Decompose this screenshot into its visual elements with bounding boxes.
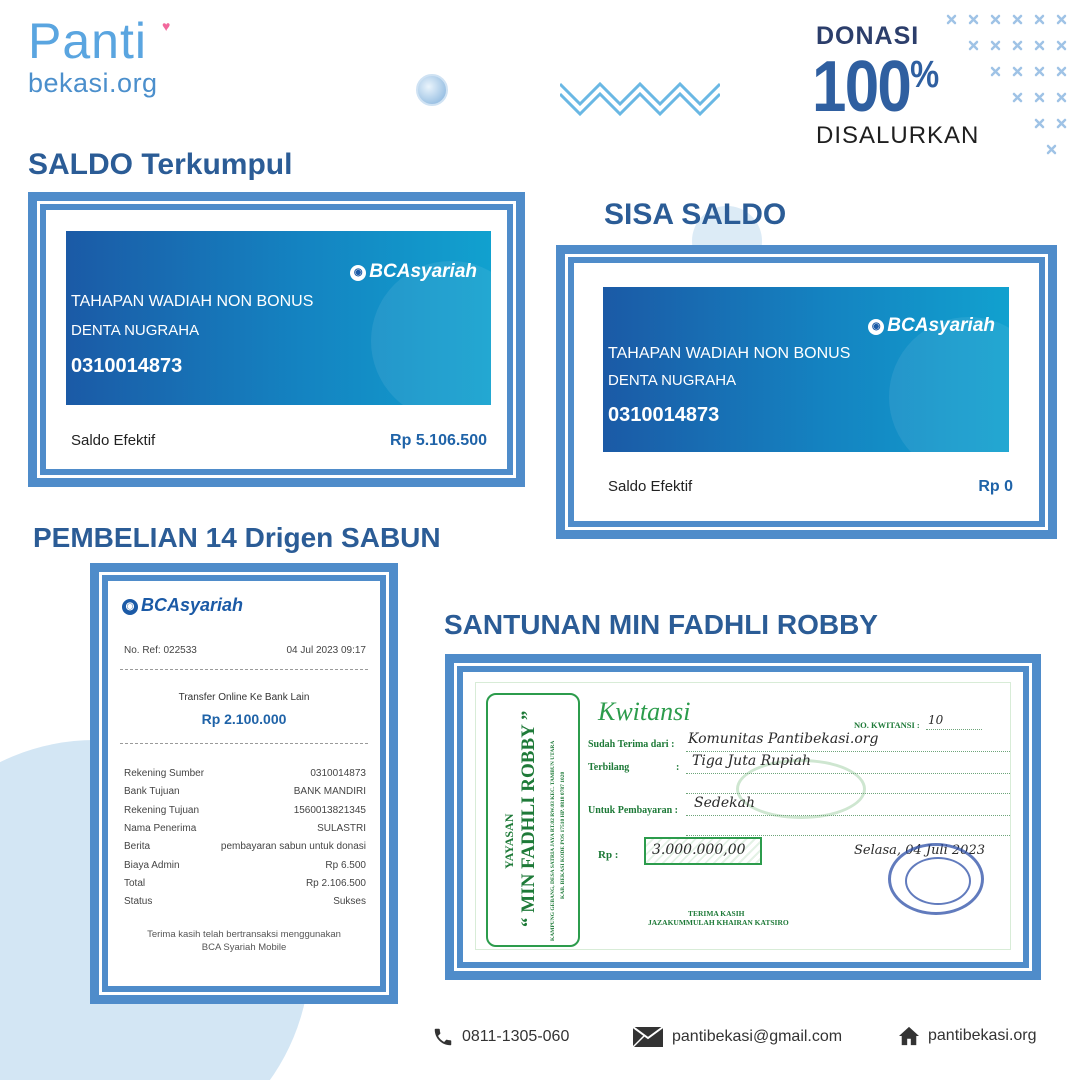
account-type: TAHAPAN WADIAH NON BONUS [608,345,851,362]
heading-pembelian-sabun: PEMBELIAN 14 Drigen SABUN [33,522,441,553]
detail-label: Biaya Admin [124,859,180,871]
heading-saldo-terkumpul: SALDO Terkumpul [28,148,293,181]
dotted-line [926,729,982,730]
sisa-saldo-frame [556,245,1057,539]
account-name: DENTA NUGRAHA [71,322,200,339]
receipt-detail-row [124,823,366,834]
balance-label: Saldo Efektif [71,432,156,449]
detail-value: BANK MANDIRI [293,786,366,798]
mail-icon [632,1026,664,1048]
account-number: 0310014873 [71,355,183,377]
kwitansi-title: Kwitansi [598,697,691,726]
dotted-line [686,815,1010,816]
account-name: DENTA NUGRAHA [608,372,737,389]
receipt-date: Selasa, 04 Juli 2023 [854,843,985,858]
home-icon [898,1026,920,1046]
heading-santunan: SANTUNAN MIN FADHLI ROBBY [444,609,878,640]
purpose-label: Untuk Pembayaran : [588,805,679,816]
detail-label: Total [124,877,146,889]
contact-phone[interactable] [432,1026,569,1048]
receipt-detail-row [124,786,366,797]
transfer-type: Transfer Online Ke Bank Lain [178,692,310,703]
receipt-detail-row [124,860,366,871]
sisa-saldo-screenshot [574,263,1039,521]
receipt-detail-row [124,805,366,816]
receipt-ref: No. Ref: 022533 [124,645,197,656]
kwitansi-number-label: NO. KWITANSI : [854,720,920,730]
contact-website[interactable] [898,1026,1037,1046]
receipt-datetime: 04 Jul 2023 09:17 [286,645,366,656]
detail-value: 1560013821345 [293,804,366,816]
detail-label: Nama Penerima [124,822,197,834]
received-from-value: Komunitas Pantibekasi.org [688,731,879,747]
phone-number: 0811-1305-060 [462,1028,570,1045]
brand-logo-domain: bekasi.org [28,68,158,98]
purpose-value: Sedekah [694,795,755,811]
detail-value: Rp 2.106.500 [305,877,366,889]
detail-label: Rekening Sumber [124,768,205,779]
detail-value: pembayaran sabun untuk donasi [220,841,366,853]
kwitansi-stub [486,693,580,947]
dotted-line [686,773,1010,774]
divider [120,743,368,744]
email-address: pantibekasi@gmail.com [672,1028,843,1045]
bank-account-card [603,287,1009,452]
amount-box [644,837,762,865]
saldo-terkumpul-frame [28,192,525,487]
detail-label: Rekening Tujuan [124,804,200,816]
santunan-frame [445,654,1041,980]
detail-label: Status [124,896,153,908]
colon: : [676,762,680,773]
website-url: pantibekasi.org [928,1027,1037,1044]
detail-value: Sukses [333,896,366,908]
thanks-line2: JAZAKUMMULAH KHAIRAN KATSIRO [648,918,789,927]
account-type: TAHAPAN WADIAH NON BONUS [71,293,314,310]
pembelian-sabun-frame [90,563,398,1004]
brand-logo-name: Panti [28,13,147,69]
stub-name: “ MIN FADHLI ROBBY ” [518,710,539,927]
account-number: 0310014873 [608,404,720,426]
zigzag-decoration [560,76,720,116]
donation-badge-top: DONASI [816,22,920,50]
amount-words-value: Tiga Juta Rupiah [692,753,811,769]
heart-icon: ♥ [162,18,171,34]
receipt-ref-row [124,645,366,656]
receipt-detail-row [124,768,366,779]
receipt-footer-line1: Terima kasih telah bertransaksi menggunakan [147,929,341,940]
received-from-label: Sudah Terima dari : [588,739,675,750]
stub-address-1: KAMPUNG GEBANG, DESA SATRIA JAYA RT.02 RW.03 KEC. TAMBUN UTARA [550,740,556,941]
kwitansi-number-value: 10 [928,713,944,727]
detail-label: Bank Tujuan [124,786,180,798]
donation-badge-bottom: DISALURKAN [816,122,980,149]
bca-syariah-logo: ◉ BCAsyariah [350,261,477,283]
donation-badge-value: 100% [812,47,938,127]
transfer-amount: Rp 2.100.000 [201,711,287,727]
yayasan-stamp [888,843,984,915]
contact-email[interactable] [632,1026,842,1048]
dotted-line [686,751,1010,752]
detail-label: Berita [124,841,151,853]
receipt-detail-row [124,896,366,907]
receipt-detail-row [124,878,366,889]
stub-address-2: KAB. BEKASI KODE POS 17510 HP. 0818 0787 1020 [560,771,566,899]
phone-icon [432,1026,454,1048]
bca-syariah-logo: ◉ BCAsyariah [122,595,243,616]
kwitansi-receipt [463,672,1023,962]
receipt-detail-row [124,841,366,852]
divider [120,669,368,670]
detail-value: 0310014873 [310,768,366,779]
detail-value: Rp 6.500 [325,859,366,871]
amount-words-label: Terbilang [588,762,630,773]
bank-account-card [66,231,491,405]
stub-yayasan: YAYASAN [502,813,516,869]
dotted-line [686,793,1010,794]
balance-value: Rp 0 [978,478,1013,495]
thanks-line1: TERIMA KASIH [688,909,745,918]
rp-label: Rp : [598,849,619,861]
amount-value: 3.000.000,00 [652,842,746,858]
saldo-terkumpul-screenshot [46,210,507,469]
bubble-decoration [416,74,448,106]
balance-label: Saldo Efektif [608,478,693,495]
dotted-line [686,835,1010,836]
receipt-footer-line2: BCA Syariah Mobile [201,942,287,953]
detail-value: SULASTRI [317,822,366,834]
bca-syariah-logo: ◉ BCAsyariah [868,315,995,337]
kwitansi-paper [475,682,1011,950]
transfer-receipt [108,581,380,986]
heading-sisa-saldo: SISA SALDO [604,198,787,231]
balance-value: Rp 5.106.500 [390,432,487,449]
